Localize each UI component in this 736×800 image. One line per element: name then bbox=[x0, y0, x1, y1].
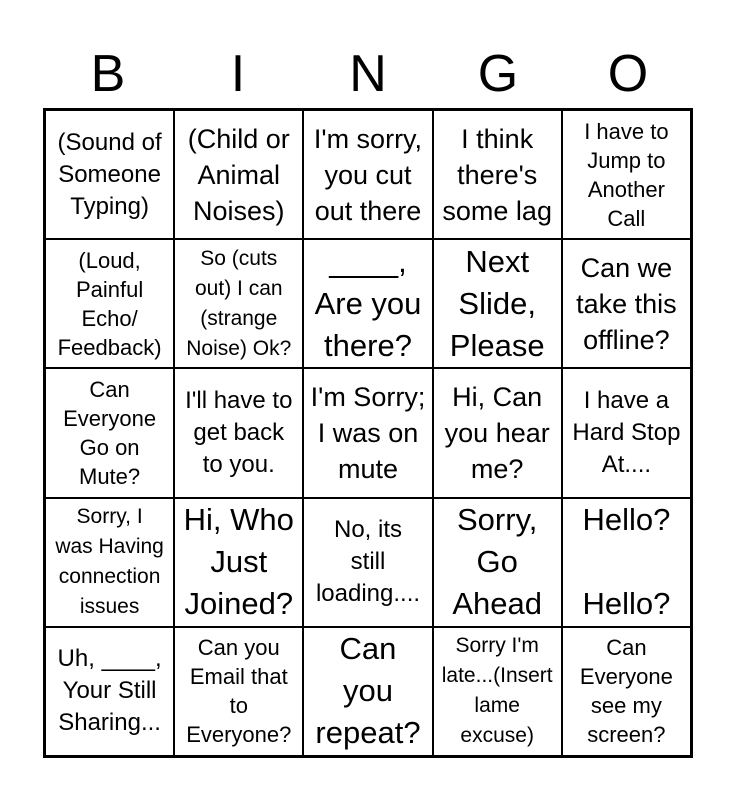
bingo-cell[interactable] bbox=[45, 110, 174, 239]
cell-text: I have to Jump to Another Call bbox=[584, 118, 669, 231]
cell-text: Can you Email that to Everyone? bbox=[186, 635, 292, 748]
cell-text: I'm Sorry; I was on mute bbox=[310, 381, 426, 484]
bingo-cell[interactable] bbox=[433, 627, 562, 756]
bingo-cell[interactable] bbox=[433, 368, 562, 497]
bingo-cell[interactable] bbox=[562, 239, 691, 368]
cell-text: Sorry, I was Having connection issues bbox=[55, 505, 164, 619]
cell-text: Can Everyone Go on Mute? bbox=[63, 376, 157, 489]
bingo-cell[interactable] bbox=[174, 110, 303, 239]
cell-text: ____, Are you there? bbox=[314, 243, 422, 363]
bingo-cell[interactable] bbox=[45, 498, 174, 627]
cell-text: (Child or Animal Noises) bbox=[187, 123, 290, 226]
bingo-cell[interactable] bbox=[303, 368, 432, 497]
bingo-cell[interactable] bbox=[45, 368, 174, 497]
cell-text: Sorry I'm late...(Insert lame excuse) bbox=[441, 634, 553, 748]
bingo-card-grid bbox=[43, 108, 693, 758]
cell-text: (Loud, Painful Echo/ Feedback) bbox=[57, 247, 162, 360]
cell-text: I'm sorry, you cut out there bbox=[313, 123, 423, 226]
cell-text: Hi, Can you hear me? bbox=[444, 381, 550, 484]
bingo-cell[interactable] bbox=[174, 498, 303, 627]
bingo-cell[interactable] bbox=[303, 239, 432, 368]
bingo-cell[interactable] bbox=[433, 110, 562, 239]
bingo-cell[interactable] bbox=[303, 627, 432, 756]
bingo-cell[interactable] bbox=[303, 498, 432, 627]
bingo-header bbox=[43, 40, 693, 108]
cell-text: Sorry, Go Ahead bbox=[452, 502, 543, 622]
header-letter-n: N bbox=[349, 45, 387, 103]
bingo-cell[interactable] bbox=[562, 368, 691, 497]
bingo-cell[interactable] bbox=[433, 239, 562, 368]
cell-text: Can you repeat? bbox=[315, 631, 421, 751]
cell-text: I think there's some lag bbox=[442, 123, 552, 226]
bingo-cell[interactable] bbox=[174, 368, 303, 497]
cell-text: Hello? Hello? bbox=[582, 502, 671, 622]
cell-text: (Sound of Someone Typing) bbox=[57, 128, 162, 220]
bingo-cell[interactable] bbox=[562, 627, 691, 756]
header-letter-o: O bbox=[607, 45, 649, 103]
cell-text: Can we take this offline? bbox=[576, 252, 677, 355]
cell-text: Next Slide, Please bbox=[449, 243, 545, 363]
bingo-cell[interactable] bbox=[433, 498, 562, 627]
bingo-cell[interactable] bbox=[303, 110, 432, 239]
bingo-cell[interactable] bbox=[174, 627, 303, 756]
cell-text: Hi, Who Just Joined? bbox=[183, 502, 294, 622]
cell-text: Can Everyone see my screen? bbox=[579, 635, 673, 748]
cell-text: I'll have to get back to you. bbox=[185, 386, 293, 478]
bingo-cell[interactable] bbox=[174, 239, 303, 368]
header-letter-i: I bbox=[230, 45, 246, 103]
bingo-cell[interactable] bbox=[562, 110, 691, 239]
bingo-cell[interactable] bbox=[45, 627, 174, 756]
cell-text: I have a Hard Stop At.... bbox=[572, 386, 681, 478]
bingo-cell[interactable] bbox=[45, 239, 174, 368]
bingo-cell[interactable] bbox=[562, 498, 691, 627]
cell-text: No, its still loading.... bbox=[315, 516, 421, 608]
header-letter-g: G bbox=[477, 45, 519, 103]
cell-text: So (cuts out) I can (strange Noise) Ok? bbox=[186, 246, 292, 360]
header-letter-b: B bbox=[90, 45, 126, 103]
cell-text: Uh, ____, Your Still Sharing... bbox=[57, 645, 162, 737]
